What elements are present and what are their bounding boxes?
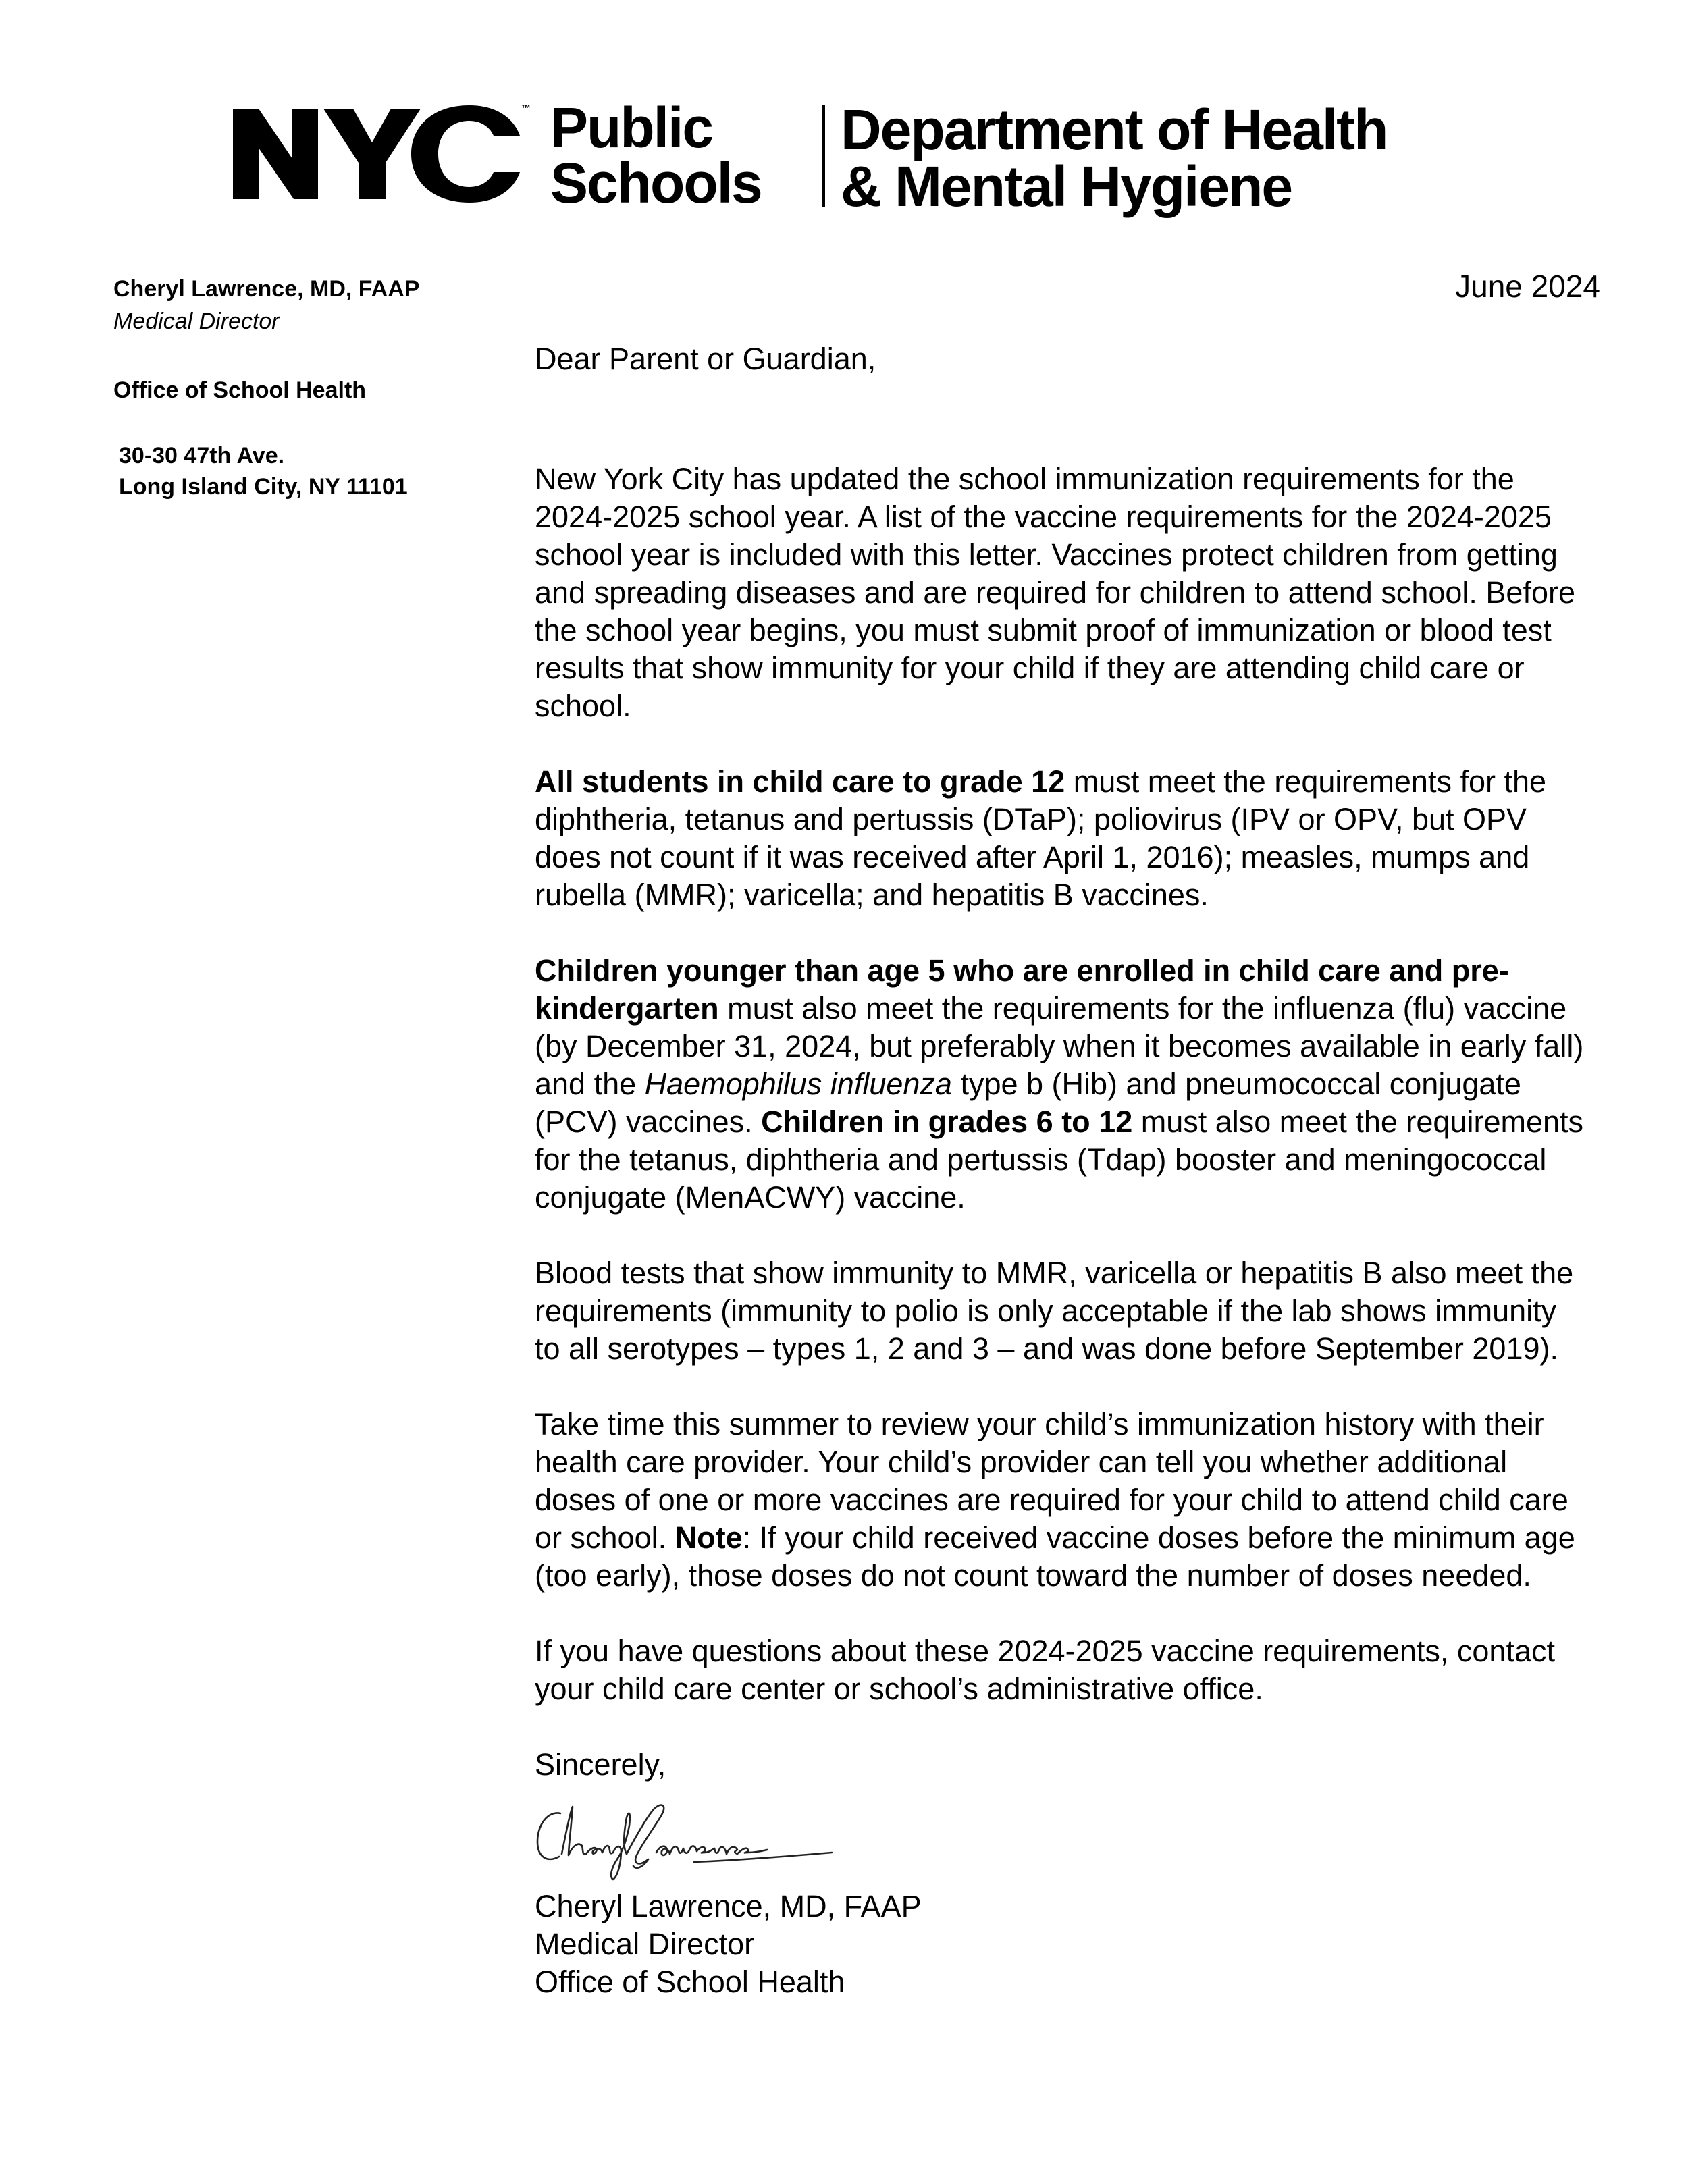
letter-body xyxy=(535,340,1588,2001)
dohmh-line2: & Mental Hygiene xyxy=(841,155,1292,218)
paragraph-2-bold: All students in child care to grade 12 xyxy=(535,764,1065,799)
paragraph-3-bold-2: Children in grades 6 to 12 xyxy=(761,1104,1133,1139)
public-schools-line2: Schools xyxy=(550,151,762,215)
paragraph-4: Blood tests that show immunity to MMR, varicella or hepatitis B also meet the requirements (immunity to polio is only acceptable if the lab shows immunity to all serotypes – types 1, 2 and 3 – and was done before September 2019). xyxy=(535,1256,1574,1366)
paragraph-1: New York City has updated the school immunization requirements for the 2024-2025 school year. A list of the vaccine requirements for the 2024-2025 school year is included with this letter. Vaccines protect children from getting and spreading diseases and are required for children to attend school. Before the school year begins, you must submit proof of immunization or blood test results that show immunity for your child if they are attending child care or school. xyxy=(535,462,1575,723)
dohmh-line1: Department of Health xyxy=(841,98,1388,161)
signature-block xyxy=(535,1888,1588,2001)
paragraph-3-text-3: must also meet the requirements for the tetanus, diphtheria and pertussis (Tdap) booster and meningococcal conjugate (MenACWY) vaccine. xyxy=(535,1104,1584,1215)
paragraph-2 xyxy=(535,763,1588,914)
sender-office: Office of School Health xyxy=(113,377,367,403)
paragraph-5-text-2: : If your child received vaccine doses before the minimum age (too early), those doses do not count toward the number of doses needed. xyxy=(535,1520,1575,1593)
address-line2: Long Island City, NY 11101 xyxy=(119,474,408,500)
signer-office: Office of School Health xyxy=(535,1965,845,1999)
paragraph-3-text-1: must also meet the requirements for the influenza (flu) vaccine (by December 31, 2024, but preferably when it becomes available in early fall) and the xyxy=(535,991,1584,1101)
sender-address xyxy=(119,440,408,502)
sender-sidebar xyxy=(113,273,492,500)
paragraph-3-text-2: type b (Hib) and pneumococcal conjugate (PCV) vaccines. xyxy=(535,1067,1521,1139)
signer-title: Medical Director xyxy=(535,1927,755,1961)
salutation: Dear Parent or Guardian, xyxy=(535,342,876,376)
paragraph-5-text-1: Take time this summer to review your child’s immunization history with their health care provider. Your child’s provider can tell you whether additional doses of one or more vaccines are required for your child to attend child care or school. xyxy=(535,1407,1568,1555)
sender-title: Medical Director xyxy=(113,309,280,334)
letterhead xyxy=(233,96,1448,223)
header-divider xyxy=(822,105,825,207)
nyc-logo xyxy=(233,105,523,203)
public-schools-line1: Public xyxy=(550,96,713,159)
public-schools-wordmark xyxy=(550,96,762,215)
handwritten-signature xyxy=(528,1786,845,1888)
paragraph-6: If you have questions about these 2024-2025 vaccine requirements, contact your child care center or school’s administrative office. xyxy=(535,1634,1555,1706)
sender-name: Cheryl Lawrence, MD, FAAP xyxy=(113,276,420,302)
paragraph-5-note: Note xyxy=(675,1520,743,1555)
paragraph-2-text: must meet the requirements for the diphtheria, tetanus and pertussis (DTaP); poliovirus (IPV or OPV, but OPV does not count if it was received after April 1, 2016); measles, mumps and rubella (MMR); varicella; and hepatitis B vaccines. xyxy=(535,764,1547,912)
letter-date: June 2024 xyxy=(1455,269,1600,304)
dohmh-wordmark xyxy=(841,98,1388,218)
paragraph-3 xyxy=(535,952,1588,1217)
signer-name: Cheryl Lawrence, MD, FAAP xyxy=(535,1889,922,1923)
paragraph-3-bold-1: Children younger than age 5 who are enrolled in child care and pre-kindergarten xyxy=(535,953,1509,1026)
paragraph-5 xyxy=(535,1406,1588,1595)
address-line1: 30-30 47th Ave. xyxy=(119,443,285,469)
paragraph-3-italic: Haemophilus influenza xyxy=(644,1067,952,1101)
trademark-symbol: ™ xyxy=(521,103,531,113)
closing: Sincerely, xyxy=(535,1747,666,1782)
